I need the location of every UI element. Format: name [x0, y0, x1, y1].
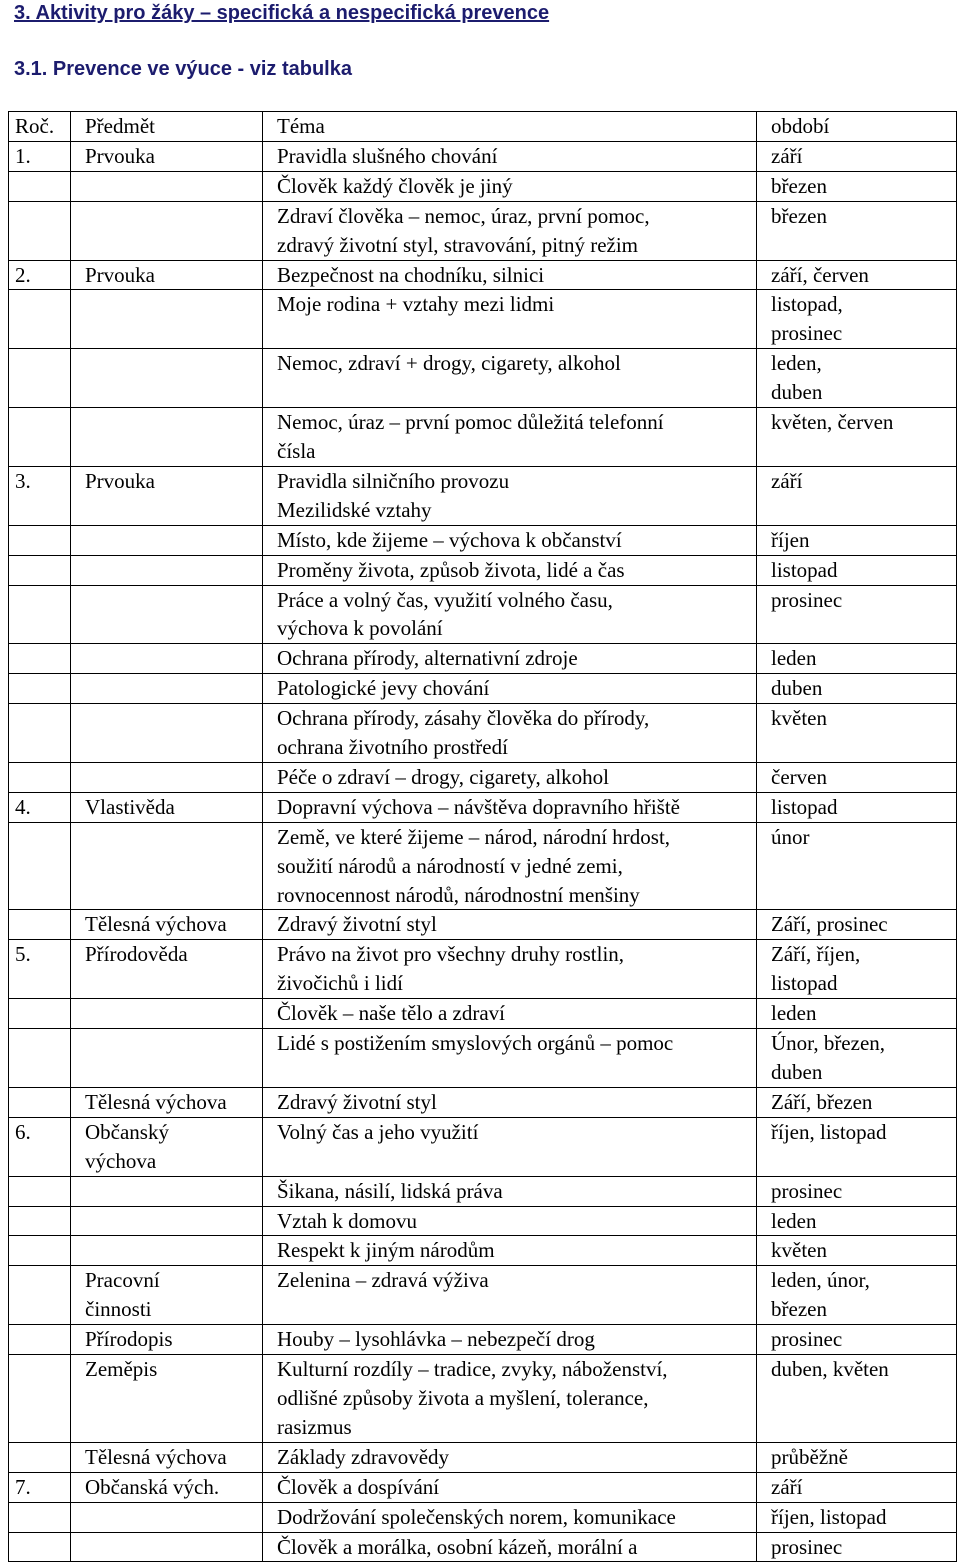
cell-tema-line: Pravidla slušného chování	[277, 143, 498, 168]
cell-rok	[9, 1206, 71, 1236]
cell-tema	[263, 704, 757, 763]
cell-rok	[9, 1176, 71, 1206]
cell-tema	[263, 1502, 757, 1532]
cell-obdobi-line: březen	[771, 1297, 827, 1322]
cell-tema-line: Šikana, násilí, lidská práva	[277, 1178, 503, 1203]
cell-obdobi	[757, 290, 957, 349]
table-row	[9, 585, 957, 644]
cell-obdobi-line: květen	[771, 1238, 827, 1263]
cell-obdobi-line: prosinec	[771, 1178, 843, 1203]
cell-rok	[9, 290, 71, 349]
table-row	[9, 349, 957, 408]
cell-tema	[263, 349, 757, 408]
cell-obdobi	[757, 1325, 957, 1355]
cell-tema	[263, 555, 757, 585]
cell-tema	[263, 1442, 757, 1472]
cell-obdobi	[757, 999, 957, 1029]
cell-rok	[9, 762, 71, 792]
cell-rok	[9, 1325, 71, 1355]
cell-obdobi-line: listopad	[771, 794, 838, 819]
cell-tema	[263, 1472, 757, 1502]
cell-predmet	[71, 1236, 263, 1266]
cell-obdobi	[757, 1117, 957, 1176]
table-row	[9, 1325, 957, 1355]
cell-tema-line: Volný čas a jeho využití	[277, 1119, 479, 1144]
section-heading: 3. Aktivity pro žáky – specifická a nespecifická prevence	[14, 2, 550, 24]
cell-obdobi	[757, 674, 957, 704]
cell-obdobi-line: květen, červen	[771, 410, 894, 435]
cell-tema-line: Zdraví člověka – nemoc, úraz, první pomoc,	[277, 203, 650, 228]
cell-predmet	[71, 910, 263, 940]
cell-tema	[263, 525, 757, 555]
cell-tema-line: Pravidla silničního provozu	[277, 468, 510, 493]
cell-obdobi-line: leden, únor,	[771, 1268, 870, 1293]
cell-predmet	[71, 171, 263, 201]
cell-obdobi-line: duben, květen	[771, 1357, 889, 1382]
table-row	[9, 525, 957, 555]
cell-predmet-line: Přírodověda	[85, 942, 188, 967]
cell-tema	[263, 792, 757, 822]
cell-obdobi-line: prosinec	[771, 1327, 843, 1352]
cell-tema	[263, 290, 757, 349]
cell-predmet	[71, 1206, 263, 1236]
cell-tema	[263, 1266, 757, 1325]
cell-tema-line: Základy zdravovědy	[277, 1444, 450, 1469]
cell-tema-line: Nemoc, úraz – první pomoc důležitá telefonní	[277, 410, 664, 435]
cell-obdobi	[757, 260, 957, 290]
table-header-row	[9, 112, 957, 142]
cell-obdobi	[757, 171, 957, 201]
header-rok: Roč.	[9, 112, 71, 142]
cell-predmet	[71, 408, 263, 467]
cell-rok: 7.	[9, 1472, 71, 1502]
cell-obdobi-line: duben	[771, 1060, 823, 1084]
table-row	[9, 1442, 957, 1472]
prevention-table-body	[9, 112, 957, 1562]
cell-tema-line: rasizmus	[277, 1414, 352, 1439]
cell-rok	[9, 1442, 71, 1472]
table-row	[9, 792, 957, 822]
cell-obdobi-line: leden	[771, 1208, 817, 1233]
cell-obdobi	[757, 910, 957, 940]
cell-predmet	[71, 466, 263, 525]
cell-obdobi-line: září	[771, 1474, 803, 1499]
table-row	[9, 290, 957, 349]
cell-predmet	[71, 1029, 263, 1088]
cell-rok	[9, 555, 71, 585]
cell-tema	[263, 1029, 757, 1088]
cell-predmet-line: Tělesná výchova	[85, 912, 227, 937]
cell-predmet-line: Prvouka	[85, 143, 155, 168]
cell-obdobi	[757, 792, 957, 822]
cell-rok: 6.	[9, 1117, 71, 1176]
cell-tema	[263, 466, 757, 525]
cell-predmet	[71, 1087, 263, 1117]
cell-obdobi-line: Září, prosinec	[771, 912, 888, 937]
cell-predmet-line: Občanský	[85, 1119, 169, 1144]
cell-obdobi	[757, 1087, 957, 1117]
table-row	[9, 644, 957, 674]
table-row	[9, 1117, 957, 1176]
cell-tema	[263, 1355, 757, 1443]
cell-rok: 3.	[9, 466, 71, 525]
cell-rok	[9, 644, 71, 674]
cell-tema	[263, 1532, 757, 1562]
cell-tema-line: Práce a volný čas, využití volného času,	[277, 587, 613, 612]
cell-tema-line: Respekt k jiným národům	[277, 1238, 495, 1263]
cell-obdobi	[757, 704, 957, 763]
cell-predmet	[71, 201, 263, 260]
cell-obdobi-line: prosinec	[771, 1534, 843, 1559]
cell-predmet	[71, 999, 263, 1029]
table-row	[9, 1355, 957, 1443]
cell-rok: 1.	[9, 141, 71, 171]
cell-rok	[9, 1502, 71, 1532]
cell-predmet	[71, 674, 263, 704]
cell-obdobi	[757, 1176, 957, 1206]
cell-predmet	[71, 141, 263, 171]
table-row	[9, 1532, 957, 1562]
cell-tema	[263, 1176, 757, 1206]
cell-obdobi-line: září	[771, 468, 803, 493]
cell-tema-line: Kulturní rozdíly – tradice, zvyky, náboženství,	[277, 1357, 668, 1382]
cell-predmet-line: Občanská vých.	[85, 1474, 220, 1499]
cell-predmet-line: výchova	[85, 1148, 157, 1173]
cell-tema	[263, 1206, 757, 1236]
cell-tema-line: Člověk a morálka, osobní kázeň, morální a	[277, 1534, 638, 1559]
cell-obdobi	[757, 644, 957, 674]
cell-tema-line: Patologické jevy chování	[277, 676, 490, 701]
cell-obdobi-line: únor	[771, 824, 810, 849]
cell-obdobi	[757, 1472, 957, 1502]
cell-tema-line: Místo, kde žijeme – výchova k občanství	[277, 527, 622, 552]
cell-tema	[263, 171, 757, 201]
cell-obdobi	[757, 1442, 957, 1472]
cell-tema-line: Člověk – naše tělo a zdraví	[277, 1001, 506, 1026]
cell-predmet	[71, 704, 263, 763]
cell-predmet-line: Vlastivěda	[85, 794, 175, 819]
cell-rok	[9, 349, 71, 408]
cell-tema	[263, 1087, 757, 1117]
cell-predmet	[71, 1355, 263, 1443]
cell-tema-line: zdravý životní styl, stravování, pitný režim	[277, 232, 638, 257]
cell-obdobi-line: listopad	[771, 971, 838, 996]
cell-tema	[263, 141, 757, 171]
cell-obdobi-line: říjen	[771, 527, 810, 552]
cell-rok	[9, 674, 71, 704]
cell-tema-line: Ochrana přírody, alternativní zdroje	[277, 646, 578, 671]
cell-predmet	[71, 940, 263, 999]
cell-predmet	[71, 1442, 263, 1472]
cell-predmet	[71, 525, 263, 555]
cell-obdobi-line: Únor, březen,	[771, 1031, 886, 1056]
cell-tema	[263, 1236, 757, 1266]
cell-tema-line: Proměny života, způsob života, lidé a čas	[277, 557, 625, 582]
cell-rok	[9, 704, 71, 763]
table-row	[9, 260, 957, 290]
cell-rok	[9, 201, 71, 260]
cell-obdobi	[757, 822, 957, 910]
cell-obdobi	[757, 408, 957, 467]
cell-tema-line: Péče o zdraví – drogy, cigarety, alkohol	[277, 764, 609, 789]
cell-tema-line: odlišné způsoby života a myšlení, tolerance,	[277, 1385, 649, 1410]
cell-rok	[9, 171, 71, 201]
cell-tema-line: výchova k povolání	[277, 616, 443, 641]
cell-obdobi-line: Září, říjen,	[771, 942, 861, 967]
cell-predmet	[71, 260, 263, 290]
table-row	[9, 1502, 957, 1532]
cell-rok	[9, 1236, 71, 1266]
cell-predmet	[71, 1176, 263, 1206]
cell-obdobi-line: listopad,	[771, 292, 843, 317]
table-row	[9, 910, 957, 940]
cell-tema-line: Lidé s postižením smyslových orgánů – pomoc	[277, 1031, 674, 1056]
cell-tema	[263, 585, 757, 644]
table-row	[9, 1176, 957, 1206]
cell-tema-line: Houby – lysohlávka – nebezpečí drog	[277, 1327, 595, 1352]
cell-predmet-line: Prvouka	[85, 262, 155, 287]
cell-predmet	[71, 1117, 263, 1176]
table-row	[9, 822, 957, 910]
cell-predmet	[71, 1325, 263, 1355]
cell-tema-line: rovnocennost národů, národnostní menšiny	[277, 882, 640, 907]
cell-tema-line: soužití národů a národností v jedné zemi,	[277, 853, 623, 878]
cell-tema	[263, 940, 757, 999]
subsection-heading: 3.1. Prevence ve výuce - viz tabulka	[14, 58, 352, 80]
table-row	[9, 141, 957, 171]
prevention-table	[8, 111, 957, 1562]
cell-obdobi-line: leden,	[771, 351, 822, 376]
cell-predmet	[71, 1472, 263, 1502]
cell-tema	[263, 201, 757, 260]
cell-predmet-line: Zeměpis	[85, 1357, 158, 1382]
table-row	[9, 555, 957, 585]
cell-obdobi-line: prosinec	[771, 321, 843, 346]
cell-tema	[263, 260, 757, 290]
cell-predmet-line: Pracovní	[85, 1268, 160, 1293]
table-row	[9, 171, 957, 201]
cell-obdobi-line: červen	[771, 764, 827, 789]
cell-tema	[263, 762, 757, 792]
cell-obdobi-line: říjen, listopad	[771, 1504, 887, 1529]
cell-obdobi-line: leden	[771, 646, 817, 671]
cell-predmet	[71, 792, 263, 822]
cell-tema-line: Zelenina – zdravá výživa	[277, 1268, 489, 1293]
cell-obdobi-line: duben	[771, 676, 823, 701]
cell-tema-line: Ochrana přírody, zásahy člověka do přírody,	[277, 706, 650, 731]
cell-predmet	[71, 822, 263, 910]
cell-rok	[9, 1266, 71, 1325]
cell-predmet	[71, 1532, 263, 1562]
table-row	[9, 408, 957, 467]
cell-tema	[263, 910, 757, 940]
cell-tema-line: Zdravý životní styl	[277, 1089, 437, 1114]
cell-obdobi	[757, 525, 957, 555]
cell-predmet	[71, 585, 263, 644]
cell-obdobi	[757, 1266, 957, 1325]
cell-obdobi	[757, 1502, 957, 1532]
cell-obdobi	[757, 1532, 957, 1562]
cell-obdobi	[757, 555, 957, 585]
cell-obdobi	[757, 1029, 957, 1088]
cell-rok	[9, 999, 71, 1029]
cell-tema-line: Zdravý životní styl	[277, 912, 437, 937]
cell-tema-line: Vztah k domovu	[277, 1208, 417, 1233]
cell-tema	[263, 408, 757, 467]
cell-rok	[9, 525, 71, 555]
cell-obdobi	[757, 201, 957, 260]
cell-predmet	[71, 349, 263, 408]
table-row	[9, 1206, 957, 1236]
cell-tema-line: živočichů i lidí	[277, 971, 403, 996]
cell-obdobi-line: září	[771, 143, 803, 168]
cell-tema-line: Právo na život pro všechny druhy rostlin,	[277, 942, 625, 967]
cell-obdobi	[757, 466, 957, 525]
header-obdobi: období	[757, 112, 957, 142]
table-row	[9, 1472, 957, 1502]
cell-tema-line: Země, ve které žijeme – národ, národní hrdost,	[277, 824, 671, 849]
cell-tema-line: Člověk každý člověk je jiný	[277, 173, 513, 198]
cell-predmet	[71, 644, 263, 674]
table-row	[9, 674, 957, 704]
cell-tema	[263, 1117, 757, 1176]
cell-tema-line: Nemoc, zdraví + drogy, cigarety, alkohol	[277, 351, 621, 376]
cell-tema	[263, 674, 757, 704]
cell-rok	[9, 910, 71, 940]
cell-obdobi	[757, 940, 957, 999]
cell-predmet-line: Tělesná výchova	[85, 1444, 227, 1469]
cell-rok	[9, 1532, 71, 1562]
cell-tema-line: Bezpečnost na chodníku, silnici	[277, 262, 545, 287]
cell-tema-line: ochrana životního prostředí	[277, 735, 508, 760]
cell-obdobi	[757, 1206, 957, 1236]
cell-tema	[263, 644, 757, 674]
table-row	[9, 940, 957, 999]
cell-obdobi-line: květen	[771, 706, 827, 731]
cell-obdobi	[757, 1236, 957, 1266]
cell-rok	[9, 1355, 71, 1443]
cell-obdobi	[757, 585, 957, 644]
cell-obdobi-line: březen	[771, 203, 827, 228]
cell-tema-line: Člověk a dospívání	[277, 1474, 440, 1499]
cell-predmet-line: Tělesná výchova	[85, 1089, 227, 1114]
cell-obdobi-line: březen	[771, 173, 827, 198]
cell-tema	[263, 999, 757, 1029]
table-row	[9, 1266, 957, 1325]
cell-obdobi-line: listopad	[771, 557, 838, 582]
table-row	[9, 1236, 957, 1266]
cell-obdobi	[757, 141, 957, 171]
cell-predmet	[71, 290, 263, 349]
cell-tema-line: Dopravní výchova – návštěva dopravního hřiště	[277, 794, 680, 819]
cell-predmet-line: činnosti	[85, 1297, 152, 1322]
table-row	[9, 999, 957, 1029]
cell-predmet-line: Přírodopis	[85, 1327, 173, 1352]
table-row	[9, 704, 957, 763]
table-row	[9, 1029, 957, 1088]
cell-tema-line: Moje rodina + vztahy mezi lidmi	[277, 292, 555, 317]
cell-obdobi	[757, 762, 957, 792]
cell-predmet	[71, 762, 263, 792]
table-row	[9, 201, 957, 260]
cell-obdobi-line: Září, březen	[771, 1089, 873, 1114]
cell-obdobi	[757, 349, 957, 408]
cell-obdobi-line: leden	[771, 1001, 817, 1026]
cell-tema-line: čísla	[277, 438, 316, 463]
header-predmet: Předmět	[71, 112, 263, 142]
cell-predmet	[71, 555, 263, 585]
table-row	[9, 1087, 957, 1117]
cell-tema-line: Dodržování společenských norem, komunikace	[277, 1504, 676, 1529]
cell-rok	[9, 822, 71, 910]
cell-predmet	[71, 1502, 263, 1532]
cell-obdobi-line: září, červen	[771, 262, 869, 287]
cell-rok: 5.	[9, 940, 71, 999]
cell-rok	[9, 408, 71, 467]
cell-rok: 2.	[9, 260, 71, 290]
cell-predmet	[71, 1266, 263, 1325]
table-row	[9, 762, 957, 792]
cell-obdobi-line: prosinec	[771, 587, 843, 612]
cell-obdobi-line: duben	[771, 380, 823, 405]
cell-tema-line: Mezilidské vztahy	[277, 497, 432, 522]
cell-rok	[9, 1087, 71, 1117]
cell-predmet-line: Prvouka	[85, 468, 155, 493]
cell-obdobi	[757, 1355, 957, 1443]
cell-tema	[263, 822, 757, 910]
cell-rok	[9, 585, 71, 644]
cell-obdobi-line: říjen, listopad	[771, 1119, 887, 1144]
cell-rok	[9, 1029, 71, 1088]
cell-tema	[263, 1325, 757, 1355]
cell-obdobi-line: průběžně	[771, 1444, 848, 1469]
table-row	[9, 466, 957, 525]
header-tema: Téma	[263, 112, 757, 142]
cell-rok: 4.	[9, 792, 71, 822]
